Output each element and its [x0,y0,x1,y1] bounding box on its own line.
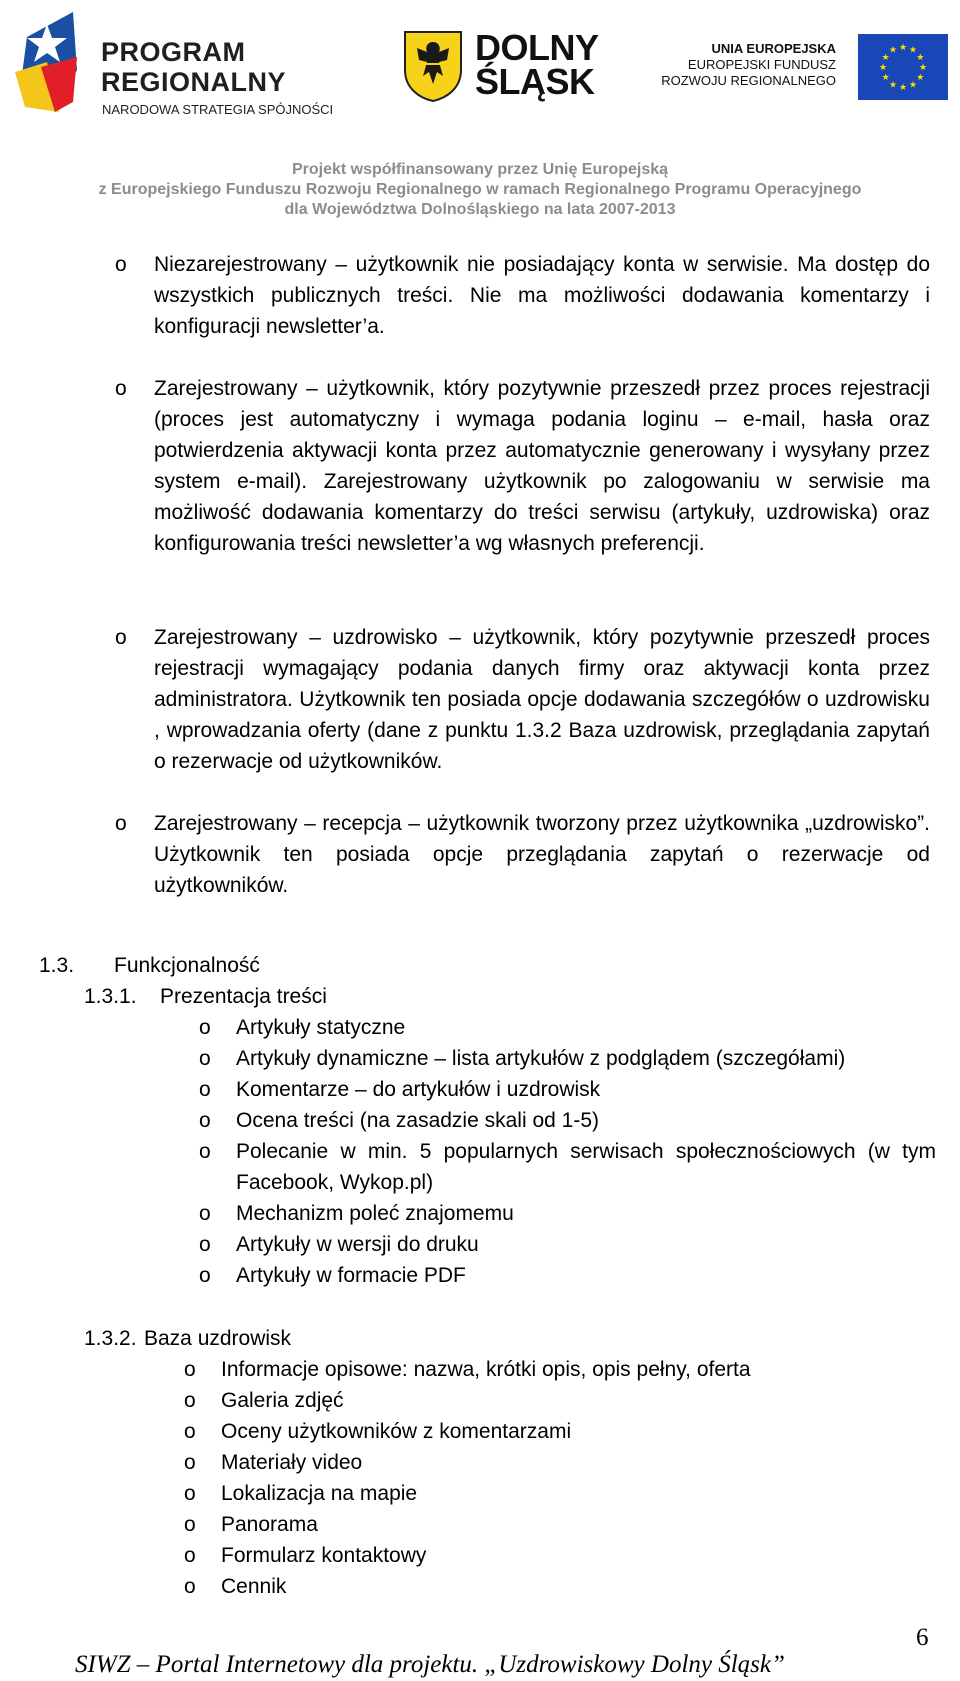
user-type-bullet: o [115,626,127,649]
dolny-slask-logo [403,27,613,102]
presentation-feature-bullet: o [199,1016,211,1039]
subsection-2-number: 1.3.2. [84,1327,137,1350]
subsection-1-number: 1.3.1. [84,985,137,1008]
unia-europejska-logo [661,34,948,104]
program-logo-line2: REGIONALNY [101,67,287,97]
presentation-feature-item: Artykuły w wersji do druku [236,1233,479,1256]
user-type-bullet: o [115,253,127,276]
spa-database-feature-item: Oceny użytkowników z komentarzami [221,1420,572,1443]
spa-database-feature-item: Panorama [221,1513,318,1536]
presentation-feature-item: Mechanizm poleć znajomemu [236,1202,514,1225]
dolny-logo-line1: DOLNY [475,27,599,68]
program-regionalny-logo [15,12,335,122]
user-type-registered: Zarejestrowany – użytkownik, który pozytywnie przeszedł przez proces rejestracji (proces jest automatyczny i wymaga podania loginu – e-mail, hasła oraz potwierdzenia aktywacji konta przez automatycznie generowany i wysyłany przez system e-mail). Zarejestrowany użytkownik po zalogowaniu w serwisie ma możliwość dodawania komentarzy do treści serwisu (artykuły, uzdrowiska) oraz konfigurowania treści newsletter’a wg własnych preferencji. [154,377,930,555]
spa-database-feature-bullet: o [184,1389,196,1412]
document-footer: SIWZ – Portal Internetowy dla projektu. „Uzdrowiskowy Dolny Śląsk” [75,1651,785,1678]
spa-database-feature-bullet: o [184,1513,196,1536]
svg-text:★: ★ [881,72,890,82]
header-line3: dla Województwa Dolnośląskiego na lata 2007-2013 [284,201,676,218]
header-line2: z Europejskiego Funduszu Rozwoju Regionalnego w ramach Regionalnego Programu Operacyjnego [98,181,862,198]
spa-database-feature-bullet: o [184,1358,196,1381]
user-type-spa: Zarejestrowany – uzdrowisko – użytkownik, który pozytywnie przeszedł proces rejestracji wymagający podania danych firmy oraz aktywacji konta przez administratora. Użytkownik ten posiada opcje dodawania szczegółów o uzdrowisku , wprowadzania oferty (dane z punktu 1.3.2 Baza uzdrowisk, przeglądania zapytań o rezerwacje od użytkowników. [154,626,930,773]
presentation-feature-item: Artykuły w formacie PDF [236,1264,466,1287]
presentation-feature-bullet: o [199,1078,211,1101]
spa-database-feature-item: Lokalizacja na mapie [221,1482,418,1505]
eu-flag-icon [858,34,948,100]
spa-database-feature-bullet: o [184,1420,196,1443]
ue-logo-line3: ROZWOJU REGIONALNEGO [661,73,836,88]
svg-text:★: ★ [898,42,908,52]
svg-text:★: ★ [881,52,890,62]
eagle-coat-of-arms-icon [403,30,463,102]
svg-text:★: ★ [898,82,908,92]
subsection-2-title: Baza uzdrowisk [144,1327,292,1350]
svg-text:★: ★ [918,62,928,72]
program-logo-line1: PROGRAM [101,37,246,67]
ue-logo-line2: EUROPEJSKI FUNDUSZ [687,57,836,72]
presentation-feature-bullet: o [199,1233,211,1256]
spa-database-feature-bullet: o [184,1544,196,1567]
presentation-feature-item: Polecanie w min. 5 popularnych serwisach społecznościowych (w tym Facebook, Wykop.pl) [236,1140,936,1194]
dolny-logo-line2: ŚLĄSK [475,61,595,102]
presentation-feature-item: Artykuły dynamiczne – lista artykułów z podglądem (szczegółami) [236,1047,846,1070]
user-type-unregistered: Niezarejestrowany – użytkownik nie posiadający konta w serwisie. Ma dostęp do wszystkich publicznych treści. Nie ma możliwości dodawania komentarzy i konfiguracji newsletter’a. [154,253,930,338]
svg-text:★: ★ [908,44,918,55]
user-type-bullet: o [115,812,127,835]
subsection-1-title: Prezentacja treści [160,985,327,1008]
user-type-bullet: o [115,377,127,400]
presentation-feature-item: Komentarze – do artykułów i uzdrowisk [236,1078,601,1101]
page-number: 6 [916,1624,929,1651]
svg-text:★: ★ [908,79,918,90]
svg-text:★: ★ [888,44,898,55]
section-title: Funkcjonalność [114,954,260,977]
header-line1: Projekt współfinansowany przez Unię Europejską [291,161,669,178]
svg-text:★: ★ [916,72,925,82]
presentation-feature-bullet: o [199,1202,211,1225]
spa-database-feature-item: Formularz kontaktowy [221,1544,427,1567]
user-type-reception: Zarejestrowany – recepcja – użytkownik tworzony przez użytkownika „uzdrowisko”. Użytkownik ten posiada opcje przeglądania zapytań o rezerwacje od użytkowników. [154,812,930,897]
section-number: 1.3. [39,954,75,977]
presentation-feature-bullet: o [199,1109,211,1132]
spa-database-feature-bullet: o [184,1575,196,1598]
svg-text:★: ★ [878,62,888,72]
presentation-feature-bullet: o [199,1140,211,1163]
spa-database-feature-item: Galeria zdjęć [221,1389,344,1412]
presentation-feature-item: Ocena treści (na zasadzie skali od 1-5) [236,1109,599,1132]
presentation-feature-bullet: o [199,1264,211,1287]
spa-database-feature-item: Cennik [221,1575,287,1598]
svg-text:★: ★ [916,52,925,62]
spa-database-feature-bullet: o [184,1451,196,1474]
ue-logo-line1: UNIA EUROPEJSKA [711,41,836,56]
spa-database-feature-item: Materiały video [221,1451,363,1474]
presentation-feature-item: Artykuły statyczne [236,1016,406,1039]
program-logo-line3: NARODOWA STRATEGIA SPÓJNOŚCI [102,102,334,117]
svg-text:★: ★ [888,79,898,90]
program-regionalny-emblem-icon [15,12,95,122]
presentation-feature-bullet: o [199,1047,211,1070]
spa-database-feature-item: Informacje opisowe: nazwa, krótki opis, opis pełny, oferta [221,1358,751,1381]
spa-database-feature-bullet: o [184,1482,196,1505]
